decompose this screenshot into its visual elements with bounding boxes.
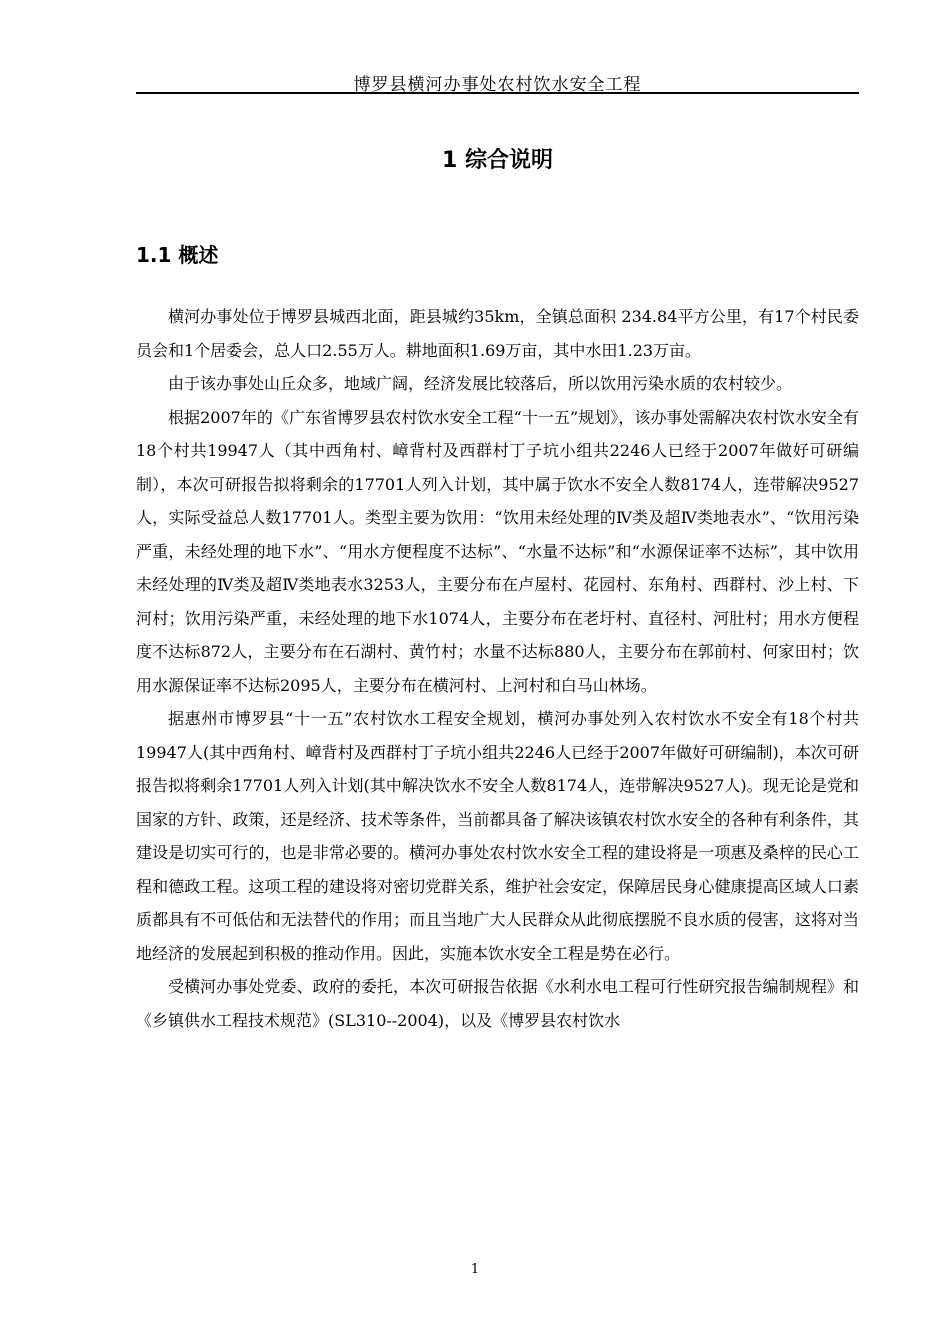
paragraph: 横河办事处位于博罗县城西北面，距县城约35km，全镇总面积 234.84平方公里，有17个村民委员会和1个居委会，总人口2.55万人。耕地面积1.69万亩，其中水田1.23万亩。 [136,307,859,360]
paragraph: 根据2007年的《广东省博罗县农村饮水安全工程“十一五”规划》，该办事处需解决农村饮水安全有18个村共19947人（其中西角村、嶂背村及西群村丁子坑小组共2246人已经于2007年做好可研编制），本次可研报告拟将剩余的17701人列入计划，其中属于饮水不安全人数8174人，连带解决9527人，实际受益总人数17701人。类型主要为饮用：“饮用未经处理的Ⅳ类及超Ⅳ类地表水”、“饮用污染严重，未经处理的地下水”、“用水方便程度不达标”、“水量不达标”和“水源保证率不达标”，其中饮用未经处理的Ⅳ类及超Ⅳ类地表水3253人，主要分布在卢屋村、花园村、东角村、西群村、沙上村、下河村；饮用污染严重，未经处理的地下水1074人，主要分布在老圩村、直径村、河肚村；用水方便程度不达标872人，主要分布在石湖村、黄竹村；水量不达标880人，主要分布在郭前村、何家田村；饮用水源保证率不达标2095人，主要分布在横河村、上河村和白马山林场。 [136,407,859,695]
section-title: 1.1 概述 [136,243,219,267]
paragraph: 据惠州市博罗县“十一五”农村饮水工程安全规划，横河办事处列入农村饮水不安全有18个村共19947人(其中西角村、嶂背村及西群村丁子坑小组共2246人已经于2007年做好可研编制)，本次可研报告拟将剩余17701人列入计划(其中解决饮水不安全人数8174人，连带解决9527人)。现无论是党和国家的方针、政策，还是经济、技术等条件，当前都具备了解决该镇农村饮水安全的各种有利条件，其建设是切实可行的，也是非常必要的。横河办事处农村饮水安全工程的建设将是一项惠及桑梓的民心工程和德政工程。这项工程的建设将对密切党群关系，维护社会安定，保障居民身心健康提高区域人口素质都具有不可低估和无法替代的作用；而且当地广大人民群众从此彻底摆脱不良水质的侵害，这将对当地经济的发展起到积极的推动作用。因此，实施本饮水安全工程是势在必行。 [136,709,859,963]
running-header: 博罗县横河办事处农村饮水安全工程 [353,75,642,95]
page-number: 1 [470,1262,480,1277]
paragraph: 受横河办事处党委、政府的委托，本次可研报告依据《水利水电工程可行性研究报告编制规程》和《乡镇供水工程技术规范》(SL310--2004)，以及《博罗县农村饮水 [136,977,859,1030]
body-text [136,300,859,1037]
header-divider [136,92,859,94]
chapter-title: 1 综合说明 [442,148,553,173]
paragraph: 由于该办事处山丘众多，地域广阔，经济发展比较落后，所以饮用污染水质的农村较少。 [168,374,793,393]
